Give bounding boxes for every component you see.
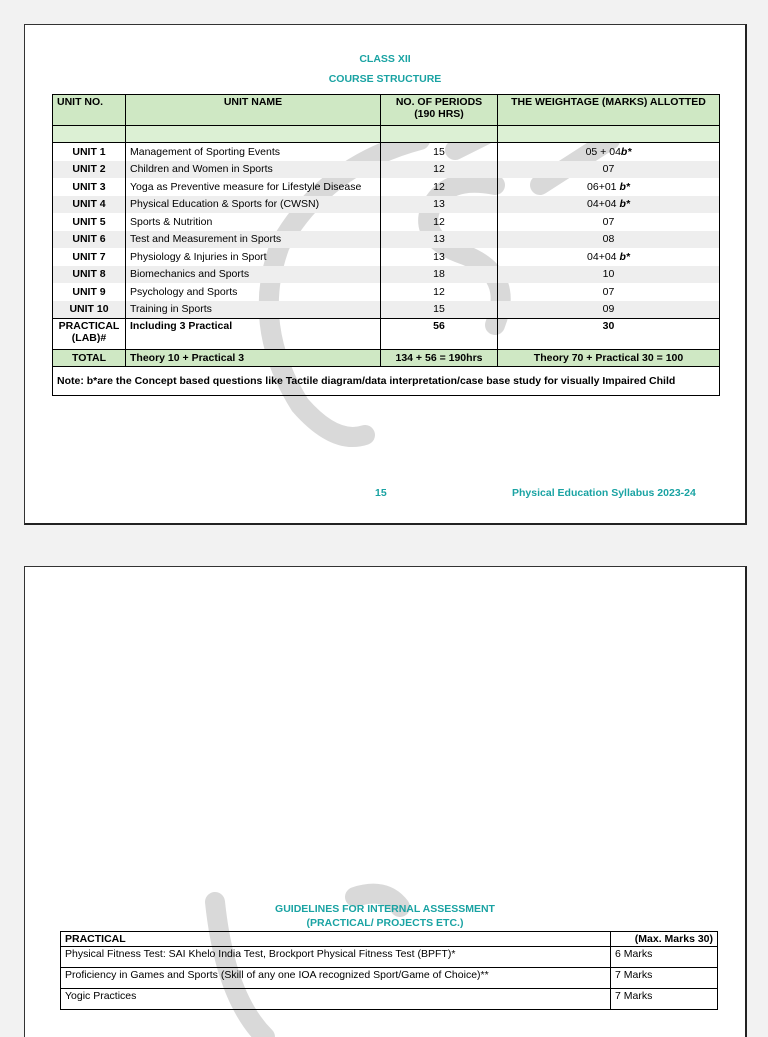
marks-value: 06+01 bbox=[587, 180, 620, 193]
unit-name: Biomechanics and Sports bbox=[126, 266, 381, 284]
unit-periods: 13 bbox=[381, 248, 498, 266]
total-periods: 134 + 56 = 190hrs bbox=[381, 350, 498, 367]
unit-name: Management of Sporting Events bbox=[126, 143, 381, 161]
unit-marks bbox=[498, 231, 720, 249]
practical-row bbox=[53, 319, 720, 350]
unit-periods: 15 bbox=[381, 301, 498, 319]
table-row bbox=[53, 213, 720, 231]
document-page-16 bbox=[24, 566, 747, 1037]
header-weightage: THE WEIGHTAGE (MARKS) ALLOTTED bbox=[498, 95, 720, 126]
unit-marks bbox=[498, 213, 720, 231]
unit-periods: 18 bbox=[381, 266, 498, 284]
assessment-item: Yogic Practices bbox=[61, 989, 611, 1010]
unit-periods: 12 bbox=[381, 178, 498, 196]
guidelines-subtitle: (PRACTICAL/ PROJECTS ETC.) bbox=[306, 917, 464, 929]
assessment-marks: 7 Marks bbox=[611, 968, 718, 989]
unit-marks bbox=[498, 266, 720, 284]
practical-name: Including 3 Practical bbox=[126, 319, 381, 350]
note-row bbox=[53, 367, 720, 396]
unit-name: Test and Measurement in Sports bbox=[126, 231, 381, 249]
unit-number: UNIT 1 bbox=[53, 143, 126, 161]
unit-number: UNIT 7 bbox=[53, 248, 126, 266]
marks-value: 08 bbox=[602, 233, 615, 246]
total-name: Theory 10 + Practical 3 bbox=[126, 350, 381, 367]
unit-number: UNIT 9 bbox=[53, 283, 126, 301]
unit-name: Children and Women in Sports bbox=[126, 161, 381, 179]
marks-value: 07 bbox=[602, 285, 615, 298]
table-row bbox=[53, 283, 720, 301]
table-row bbox=[53, 301, 720, 319]
marks-suffix: b* bbox=[620, 145, 632, 158]
unit-number: UNIT 6 bbox=[53, 231, 126, 249]
unit-name: Sports & Nutrition bbox=[126, 213, 381, 231]
marks-value: 07 bbox=[602, 215, 615, 228]
assessment-item: Physical Fitness Test: SAI Khelo India Test, Brockport Physical Fitness Test (BPFT)* bbox=[61, 947, 611, 968]
document-page-15 bbox=[24, 24, 747, 525]
marks-suffix: b* bbox=[619, 180, 630, 193]
total-row bbox=[53, 350, 720, 367]
marks-value: 05 + 04 bbox=[585, 145, 621, 158]
unit-periods: 15 bbox=[381, 143, 498, 161]
unit-name: Yoga as Preventive measure for Lifestyle Disease bbox=[126, 178, 381, 196]
unit-periods: 12 bbox=[381, 161, 498, 179]
table-row bbox=[53, 231, 720, 249]
unit-marks bbox=[498, 301, 720, 319]
total-marks: Theory 70 + Practical 30 = 100 bbox=[498, 350, 720, 367]
assessment-row bbox=[61, 989, 718, 1010]
unit-marks bbox=[498, 283, 720, 301]
note-text: Note: b*are the Concept based questions like Tactile diagram/data interpretation/case base study for visually Impaired Child bbox=[53, 367, 720, 396]
page-number: 15 bbox=[375, 487, 387, 499]
unit-periods: 12 bbox=[381, 213, 498, 231]
header-unit-name: UNIT NAME bbox=[126, 95, 381, 126]
internal-assessment-table bbox=[60, 931, 718, 1010]
unit-name: Psychology and Sports bbox=[126, 283, 381, 301]
assessment-marks: 6 Marks bbox=[611, 947, 718, 968]
unit-name: Physical Education & Sports for (CWSN) bbox=[126, 196, 381, 214]
practical-periods: 56 bbox=[381, 319, 498, 350]
marks-value: 07 bbox=[602, 163, 615, 176]
assessment-row bbox=[61, 947, 718, 968]
practical-unit-cell bbox=[53, 319, 126, 350]
marks-value: 04+04 bbox=[587, 250, 620, 263]
unit-periods: 13 bbox=[381, 231, 498, 249]
course-structure-title: COURSE STRUCTURE bbox=[328, 73, 442, 85]
unit-name: Training in Sports bbox=[126, 301, 381, 319]
assessment-item: Proficiency in Games and Sports (Skill of any one IOA recognized Sport/Game of Choice)** bbox=[61, 968, 611, 989]
unit-marks bbox=[498, 143, 720, 161]
footer-title: Physical Education Syllabus 2023-24 bbox=[512, 487, 696, 499]
marks-suffix: b* bbox=[619, 198, 630, 211]
table-row bbox=[53, 196, 720, 214]
marks-value: 10 bbox=[602, 268, 615, 281]
practical-label: PRACTICAL bbox=[58, 320, 120, 332]
unit-marks bbox=[498, 196, 720, 214]
unit-number: UNIT 3 bbox=[53, 178, 126, 196]
unit-name: Physiology & Injuries in Sport bbox=[126, 248, 381, 266]
practical-lab-label: (LAB)# bbox=[71, 332, 107, 344]
header-periods-line2: (190 HRS) bbox=[414, 108, 464, 120]
blank-row bbox=[53, 126, 720, 143]
table-row bbox=[53, 143, 720, 161]
marks-suffix: b* bbox=[619, 250, 630, 263]
assessment-row bbox=[61, 968, 718, 989]
course-structure-table bbox=[52, 94, 720, 396]
unit-periods: 12 bbox=[381, 283, 498, 301]
header-periods-line1: NO. OF PERIODS bbox=[395, 96, 483, 108]
guidelines-title: GUIDELINES FOR INTERNAL ASSESSMENT bbox=[275, 903, 495, 915]
header-periods bbox=[381, 95, 498, 126]
unit-marks bbox=[498, 178, 720, 196]
unit-number: UNIT 4 bbox=[53, 196, 126, 214]
practical-marks: 30 bbox=[498, 319, 720, 350]
header-unit-no: UNIT NO. bbox=[53, 95, 126, 126]
class-title: CLASS XII bbox=[359, 53, 411, 65]
table-header-row bbox=[53, 95, 720, 126]
assessment-marks: 7 Marks bbox=[611, 989, 718, 1010]
unit-periods: 13 bbox=[381, 196, 498, 214]
marks-value: 04+04 bbox=[587, 198, 620, 211]
assessment-header-practical: PRACTICAL bbox=[61, 932, 611, 947]
unit-number: UNIT 5 bbox=[53, 213, 126, 231]
unit-number: UNIT 10 bbox=[53, 301, 126, 319]
table-row bbox=[53, 161, 720, 179]
total-label: TOTAL bbox=[53, 350, 126, 367]
table-row bbox=[53, 178, 720, 196]
unit-number: UNIT 8 bbox=[53, 266, 126, 284]
table-row bbox=[53, 266, 720, 284]
unit-marks bbox=[498, 248, 720, 266]
assessment-header-max-marks: (Max. Marks 30) bbox=[611, 932, 718, 947]
marks-value: 09 bbox=[602, 303, 615, 316]
table-row bbox=[53, 248, 720, 266]
assessment-header-row bbox=[61, 932, 718, 947]
unit-number: UNIT 2 bbox=[53, 161, 126, 179]
unit-marks bbox=[498, 161, 720, 179]
